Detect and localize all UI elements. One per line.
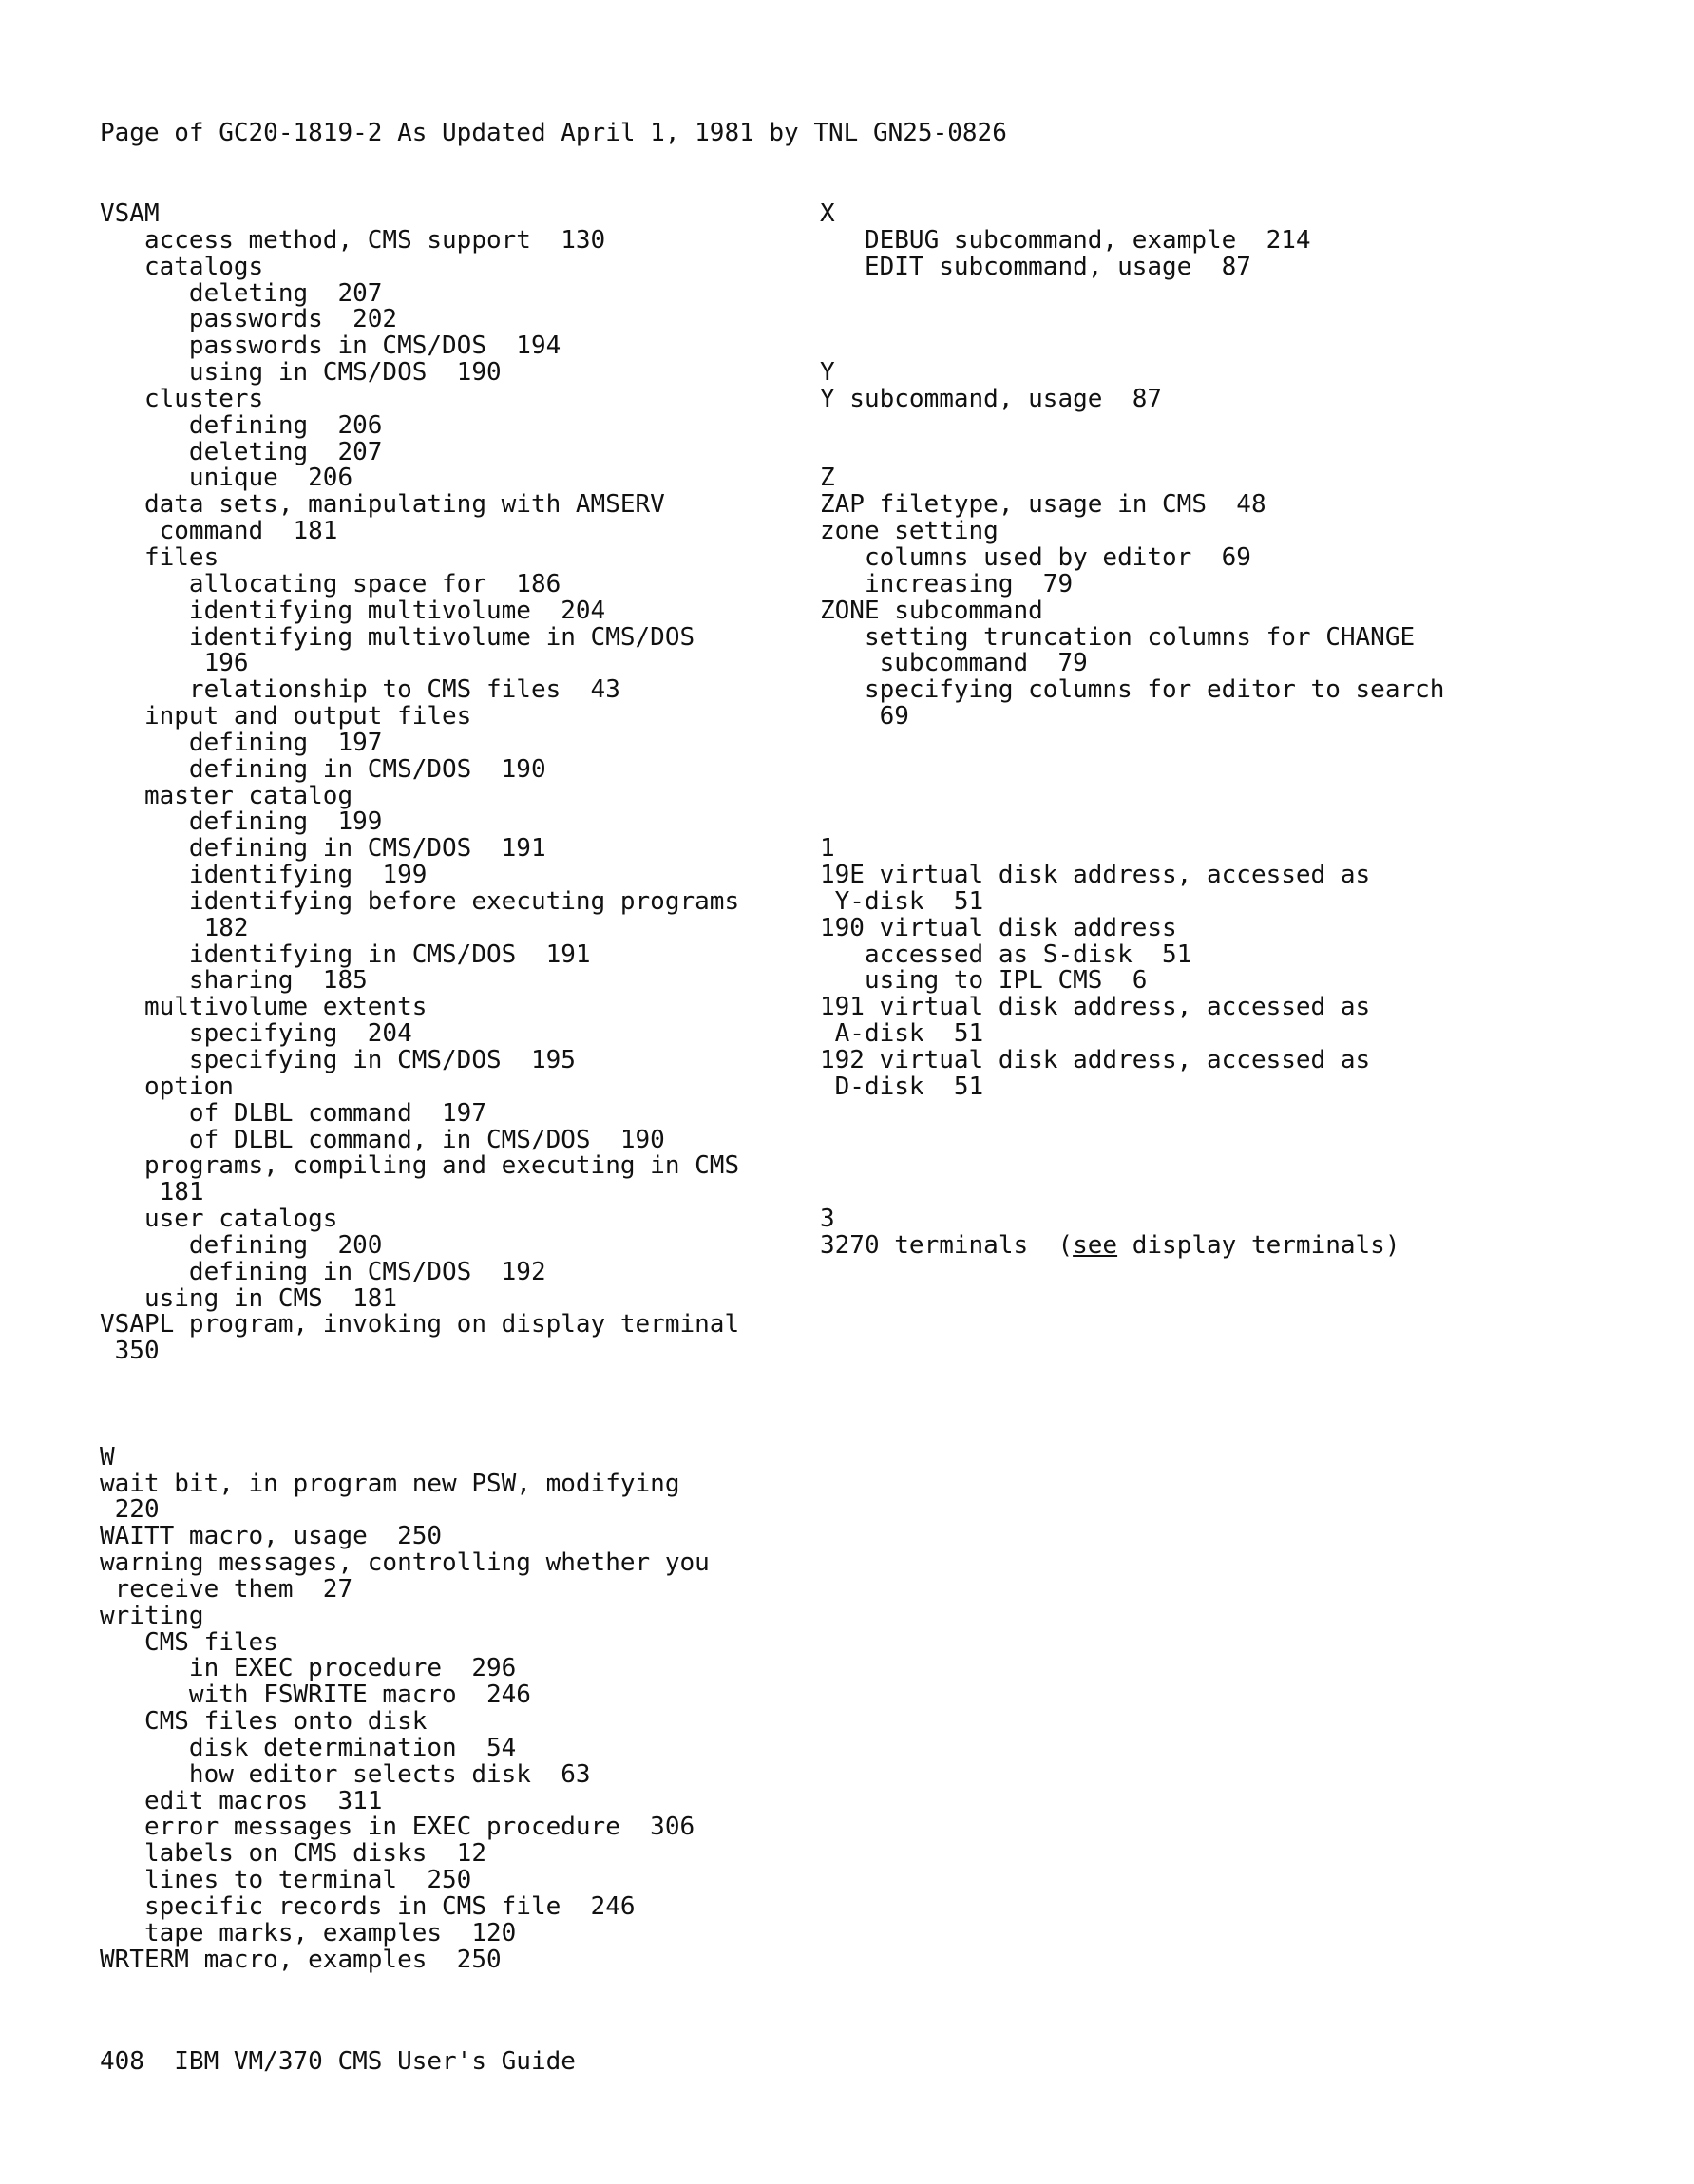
index-line: input and output files [100, 702, 472, 731]
index-line: defining in CMS/DOS 192 [100, 1257, 546, 1286]
index-line: clusters [100, 384, 264, 413]
index-line: VSAPL program, invoking on display terminal [100, 1310, 740, 1339]
index-line: master catalog [100, 781, 353, 810]
index-line: of DLBL command 197 [100, 1098, 486, 1128]
index-line: warning messages, controlling whether you [100, 1548, 710, 1578]
index-line: subcommand 79 [820, 649, 1088, 678]
page-footer: 408 IBM VM/370 CMS User's Guide [100, 2047, 576, 2076]
index-line: receive them 27 [100, 1574, 353, 1604]
index-line: 192 virtual disk address, accessed as [820, 1046, 1371, 1074]
index-line: 350 [100, 1337, 160, 1366]
index-line [100, 1392, 803, 1418]
index-line: specific records in CMS file 246 [100, 1892, 636, 1921]
index-line: unique 206 [100, 464, 353, 493]
index-line: writing [100, 1601, 204, 1630]
index-line: command 181 [100, 517, 338, 546]
index-line: defining in CMS/DOS 190 [100, 754, 546, 784]
index-line: defining in CMS/DOS 191 [100, 834, 546, 864]
index-line: programs, compiling and executing in CMS [100, 1151, 740, 1181]
entry-text: display terminals) [1117, 1230, 1400, 1260]
index-line: EDIT subcommand, usage 87 [820, 252, 1251, 281]
index-line: disk determination 54 [100, 1733, 517, 1762]
index-line: CMS files onto disk [100, 1707, 428, 1737]
index-line: defining 199 [100, 807, 383, 837]
index-line: allocating space for 186 [100, 569, 561, 598]
index-line: sharing 185 [100, 966, 368, 996]
index-line: ZONE subcommand [820, 596, 1043, 625]
index-line: error messages in EXEC procedure 306 [100, 1813, 695, 1842]
index-line: 19E virtual disk address, accessed as [820, 861, 1371, 890]
index-line: catalogs [100, 252, 264, 281]
index-line: defining 197 [100, 728, 383, 757]
index-line [100, 1365, 803, 1392]
index-column-right [820, 201, 1580, 1260]
index-line [820, 413, 1580, 440]
index-line: wait bit, in program new PSW, modifying [100, 1469, 680, 1498]
index-line [100, 1418, 803, 1445]
index-line: 3 [820, 1205, 835, 1234]
index-line [820, 333, 1580, 360]
index-line: D-disk 51 [820, 1072, 984, 1101]
index-line: with FSWRITE macro 246 [100, 1681, 531, 1710]
index-line: Y subcommand, usage 87 [820, 384, 1163, 413]
index-line: A-disk 51 [820, 1019, 984, 1049]
see-reference: see [1073, 1230, 1118, 1260]
index-line: W [100, 1442, 115, 1472]
index-line [820, 784, 1580, 810]
index-line: X [820, 199, 835, 228]
index-line: specifying columns for editor to search [820, 675, 1445, 705]
index-line [820, 731, 1580, 757]
index-line: defining 206 [100, 410, 383, 440]
index-line: of DLBL command, in CMS/DOS 190 [100, 1125, 665, 1154]
index-line [820, 1180, 1580, 1206]
index-line: user catalogs [100, 1205, 338, 1234]
index-line: Y-disk 51 [820, 886, 984, 916]
index-line [820, 1101, 1580, 1128]
index-line [820, 757, 1580, 784]
index-line: 190 virtual disk address [820, 913, 1177, 942]
index-line: increasing 79 [820, 569, 1074, 598]
index-line: edit macros 311 [100, 1786, 383, 1815]
index-line: identifying before executing programs [100, 886, 740, 916]
index-line: lines to terminal 250 [100, 1866, 472, 1895]
index-line: deleting 207 [100, 278, 383, 308]
index-line: Z [820, 464, 835, 493]
index-line: setting truncation columns for CHANGE [820, 622, 1416, 652]
index-line: multivolume extents [100, 993, 428, 1022]
entry-text: 3270 terminals ( [820, 1230, 1074, 1260]
index-entry-3270-terminals [820, 1230, 1580, 1260]
index-line: identifying 199 [100, 861, 428, 890]
index-line: using to IPL CMS 6 [820, 966, 1148, 996]
index-line [820, 281, 1580, 308]
index-line: 181 [100, 1178, 204, 1207]
index-line: 191 virtual disk address, accessed as [820, 993, 1371, 1022]
index-line: data sets, manipulating with AMSERV [100, 490, 665, 520]
index-line: defining 200 [100, 1230, 383, 1260]
index-line: labels on CMS disks 12 [100, 1839, 486, 1869]
index-line: in EXEC procedure 296 [100, 1654, 517, 1683]
index-line: files [100, 542, 219, 572]
index-line: passwords 202 [100, 305, 398, 334]
index-line: DEBUG subcommand, example 214 [820, 225, 1311, 255]
index-line: passwords in CMS/DOS 194 [100, 332, 561, 361]
index-line: CMS files [100, 1627, 278, 1657]
index-line [820, 1153, 1580, 1180]
index-line: identifying multivolume 204 [100, 596, 606, 625]
index-line: specifying in CMS/DOS 195 [100, 1046, 576, 1074]
index-column-right-lines [820, 201, 1580, 1233]
index-line: 182 [100, 913, 249, 942]
index-line: how editor selects disk 63 [100, 1759, 591, 1789]
index-line: access method, CMS support 130 [100, 225, 606, 255]
index-line: 196 [100, 649, 249, 678]
index-line: 69 [820, 702, 909, 731]
index-line: ZAP filetype, usage in CMS 48 [820, 490, 1266, 520]
index-line: WAITT macro, usage 250 [100, 1522, 443, 1551]
index-line: deleting 207 [100, 437, 383, 466]
index-line: relationship to CMS files 43 [100, 675, 620, 705]
index-line: identifying multivolume in CMS/DOS [100, 622, 695, 652]
index-line: zone setting [820, 517, 999, 546]
index-line [820, 1128, 1580, 1154]
page-header: Page of GC20-1819-2 As Updated April 1, 1981 by TNL GN25-0826 [100, 119, 1007, 147]
index-line: 1 [820, 834, 835, 864]
index-line [820, 307, 1580, 333]
index-line: using in CMS 181 [100, 1283, 398, 1313]
index-line: option [100, 1072, 234, 1101]
index-line: tape marks, examples 120 [100, 1918, 517, 1947]
index-line: accessed as S-disk 51 [820, 940, 1192, 969]
index-line: 220 [100, 1495, 160, 1525]
index-line: using in CMS/DOS 190 [100, 358, 502, 388]
index-line: WRTERM macro, examples 250 [100, 1945, 502, 1974]
index-line: VSAM [100, 199, 160, 228]
index-line [820, 440, 1580, 466]
index-line: specifying 204 [100, 1019, 412, 1049]
index-column-left [100, 201, 803, 1974]
index-line: columns used by editor 69 [820, 542, 1251, 572]
index-line [820, 809, 1580, 836]
index-line: Y [820, 358, 835, 388]
index-line: identifying in CMS/DOS 191 [100, 940, 591, 969]
